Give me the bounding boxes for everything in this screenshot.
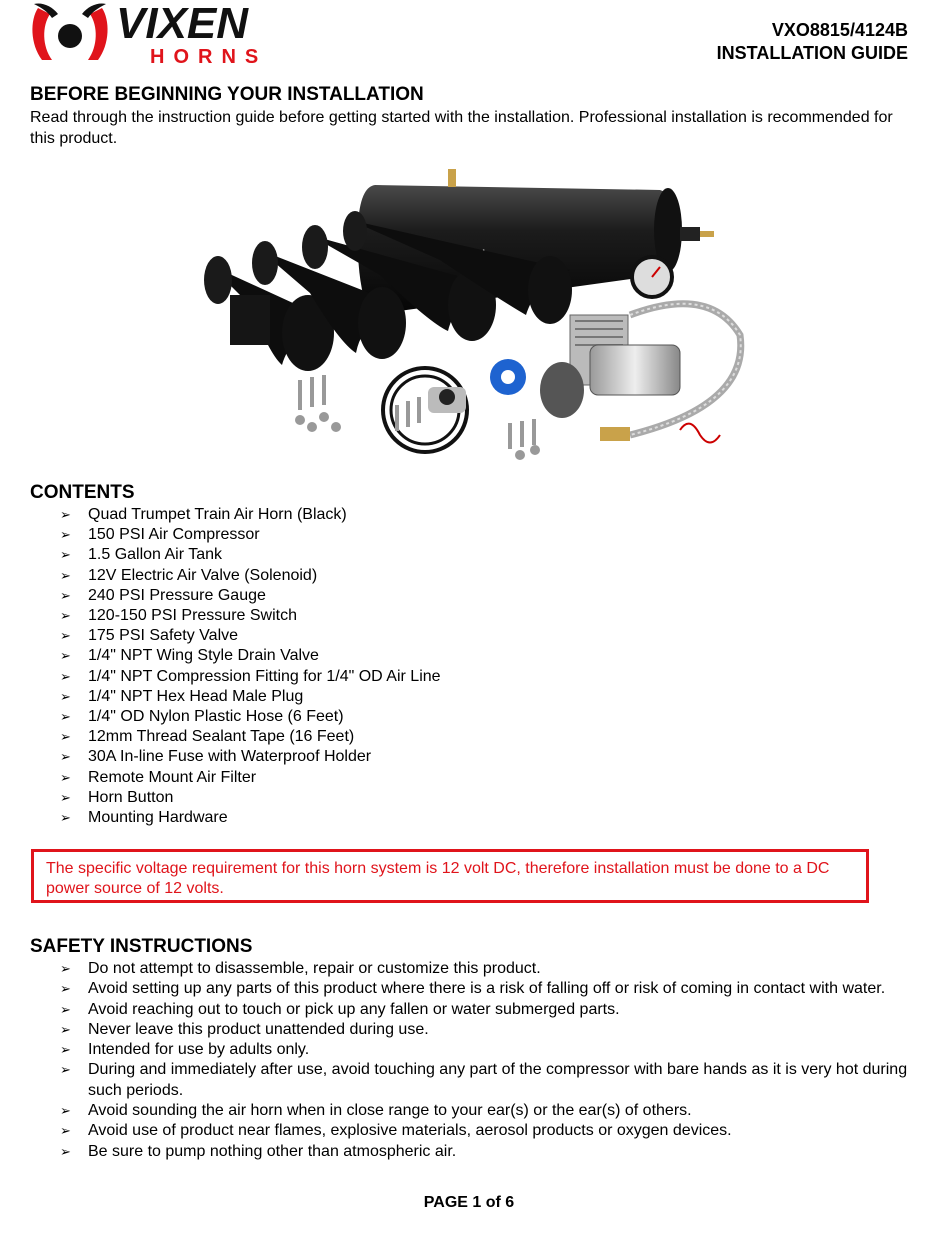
document-title: INSTALLATION GUIDE <box>716 43 908 63</box>
list-item: ➢ Quad Trumpet Train Air Horn (Black) <box>0 505 920 525</box>
bullet-arrow-icon: ➢ <box>60 749 71 765</box>
bullet-arrow-icon: ➢ <box>60 709 71 725</box>
bullet-arrow-icon: ➢ <box>60 961 71 976</box>
logo-wordmark: VIXEN <box>116 0 249 48</box>
bullet-arrow-icon: ➢ <box>60 1143 71 1159</box>
bullet-arrow-icon: ➢ <box>60 527 71 543</box>
bullet-arrow-icon: ➢ <box>60 1062 71 1078</box>
list-item: ➢ Remote Mount Air Filter <box>0 768 920 788</box>
air-compressor <box>540 304 741 443</box>
list-item: ➢ 30A In-line Fuse with Waterproof Holder <box>0 747 920 767</box>
list-item: ➢ 1.5 Gallon Air Tank <box>0 545 920 565</box>
product-photo <box>190 165 750 465</box>
list-item: ➢ Be sure to pump nothing other than atmospheric air. <box>0 1142 920 1162</box>
bullet-arrow-icon: ➢ <box>60 648 71 664</box>
list-item: ➢ Avoid sounding the air horn when in close range to your ear(s) or the ear(s) of others. <box>0 1101 920 1121</box>
list-item: ➢ 240 PSI Pressure Gauge <box>0 586 920 606</box>
list-item: ➢ Horn Button <box>0 788 920 808</box>
bullet-arrow-icon: ➢ <box>60 729 71 745</box>
bullet-arrow-icon: ➢ <box>60 587 71 603</box>
list-item: ➢ During and immediately after use, avoid touching any part of the compressor with bare hands as it is very hot during such periods. <box>60 1061 908 1099</box>
list-item: ➢ Avoid setting up any parts of this product where there is a risk of falling off or risk of coming in contact with water. <box>0 979 920 999</box>
list-item: ➢ 1/4" OD Nylon Plastic Hose (6 Feet) <box>0 707 920 727</box>
list-item: ➢ 1/4" NPT Compression Fitting for 1/4" OD Air Line <box>0 667 920 687</box>
list-item: ➢ Intended for use by adults only. <box>0 1040 920 1060</box>
logo-subtext: HORNS <box>150 46 268 68</box>
bullet-arrow-icon: ➢ <box>60 789 71 805</box>
contents-list <box>0 505 920 828</box>
accessories <box>295 359 540 460</box>
bullet-arrow-icon: ➢ <box>60 1103 71 1119</box>
horn-emblem-icon <box>32 3 107 60</box>
bullet-arrow-icon: ➢ <box>60 608 71 624</box>
bullet-arrow-icon: ➢ <box>60 1042 71 1058</box>
list-item: ➢ 120-150 PSI Pressure Switch <box>0 606 920 626</box>
bullet-arrow-icon: ➢ <box>60 810 71 826</box>
page-number: PAGE 1 of 6 <box>423 1194 515 1211</box>
bullet-arrow-icon: ➢ <box>60 769 71 785</box>
bullet-arrow-icon: ➢ <box>60 1123 71 1139</box>
list-item: ➢ Avoid reaching out to touch or pick up any fallen or water submerged parts. <box>0 1000 920 1020</box>
safety-list <box>0 959 920 1162</box>
bullet-arrow-icon: ➢ <box>60 981 71 997</box>
before-paragraph: Read through the instruction guide before getting started with the installation. Professional installation is recommended for this product. <box>30 109 893 147</box>
bullet-arrow-icon: ➢ <box>60 668 71 684</box>
voltage-notice-box: The specific voltage requirement for this horn system is 12 volt DC, therefore installation must be done to a DC power source of 12 volts. <box>31 849 869 903</box>
list-item: ➢ Mounting Hardware <box>0 808 920 828</box>
section-title-before: BEFORE BEGINNING YOUR INSTALLATION <box>30 84 424 105</box>
list-item: ➢ 12V Electric Air Valve (Solenoid) <box>0 566 920 586</box>
bullet-arrow-icon: ➢ <box>60 507 71 522</box>
list-item: ➢ 175 PSI Safety Valve <box>0 626 920 646</box>
vixen-horns-logo <box>28 0 280 68</box>
bullet-arrow-icon: ➢ <box>60 567 71 583</box>
bullet-arrow-icon: ➢ <box>60 1001 71 1017</box>
list-item: ➢ Never leave this product unattended during use. <box>0 1020 920 1040</box>
section-title-safety: SAFETY INSTRUCTIONS <box>30 936 253 957</box>
bullet-arrow-icon: ➢ <box>60 688 71 704</box>
list-item: ➢ Avoid use of product near flames, explosive materials, aerosol products or oxygen devices. <box>0 1121 920 1141</box>
list-item: ➢ Do not attempt to disassemble, repair or customize this product. <box>0 959 920 979</box>
list-item: ➢ 1/4" NPT Wing Style Drain Valve <box>0 646 920 666</box>
bullet-arrow-icon: ➢ <box>60 1021 71 1037</box>
bullet-arrow-icon: ➢ <box>60 547 71 563</box>
list-item: ➢ 1/4" NPT Hex Head Male Plug <box>0 687 920 707</box>
list-item: ➢ 12mm Thread Sealant Tape (16 Feet) <box>0 727 920 747</box>
bullet-arrow-icon: ➢ <box>60 628 71 644</box>
list-item: ➢ 150 PSI Air Compressor <box>0 525 920 545</box>
model-number: VXO8815/4124B <box>771 20 908 40</box>
section-title-contents: CONTENTS <box>30 482 135 503</box>
